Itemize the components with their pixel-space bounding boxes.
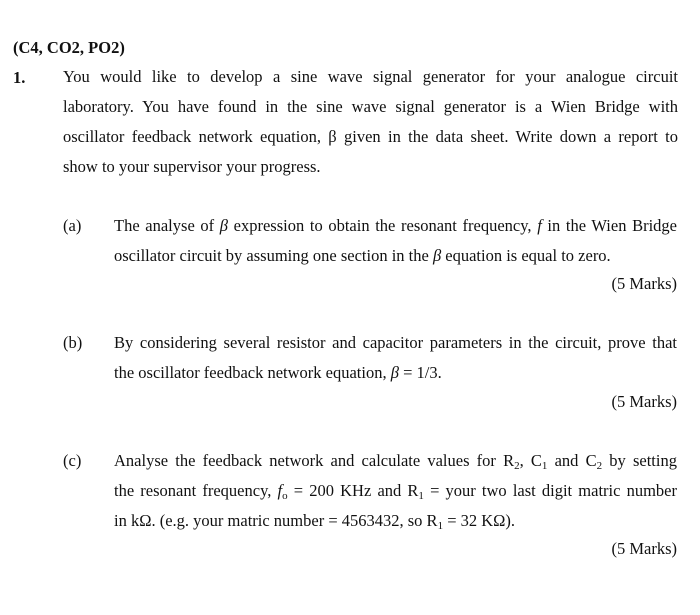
part-c-line-1: Analyse the feedback network and calculate values for $R_2$, $C_1$ and $C_2$ by setting	[114, 451, 677, 472]
question-stem	[63, 62, 678, 182]
stem-line: You would like to develop a sine wave signal generator for your analogue circuit	[63, 67, 678, 86]
section-header: (C4, CO2, PO2)	[13, 38, 125, 57]
part-c-text	[114, 446, 677, 536]
part-b-label: (b)	[63, 333, 83, 352]
part-a-marks: (5 Marks)	[611, 274, 677, 293]
part-a-label: (a)	[63, 216, 82, 235]
part-b-line-2: the oscillator feedback network equation, β = 1/3.	[114, 363, 442, 382]
stem-line: laboratory. You have found in the sine wave signal generator is a Wien Bridge with	[63, 97, 678, 116]
part-b-text	[114, 328, 677, 388]
stem-line: oscillator feedback network equation, β given in the data sheet. Write down a report to	[63, 127, 678, 146]
stem-line: show to your supervisor your progress.	[63, 157, 321, 176]
part-c-line-2: the resonant frequency, $f_o = 200$ KHz and $R_1$ = your two last digit matric number	[114, 481, 677, 502]
part-b-line-1: By considering several resistor and capacitor parameters in the circuit, prove that	[114, 333, 677, 352]
part-c-label: (c)	[63, 451, 82, 470]
part-c-marks: (5 Marks)	[611, 539, 677, 558]
part-a-line-2: oscillator circuit by assuming one section in the β equation is equal to zero.	[114, 246, 611, 265]
part-c-line-3: in kΩ. (e.g. your matric number = 4563432, so $R_1 = 32$ KΩ).	[114, 511, 516, 532]
question-number: 1.	[13, 68, 26, 87]
part-a-text	[114, 211, 677, 271]
part-a-line-1: The analyse of β expression to obtain the resonant frequency, f in the Wien Bridge	[114, 216, 677, 235]
part-b-marks: (5 Marks)	[611, 392, 677, 411]
